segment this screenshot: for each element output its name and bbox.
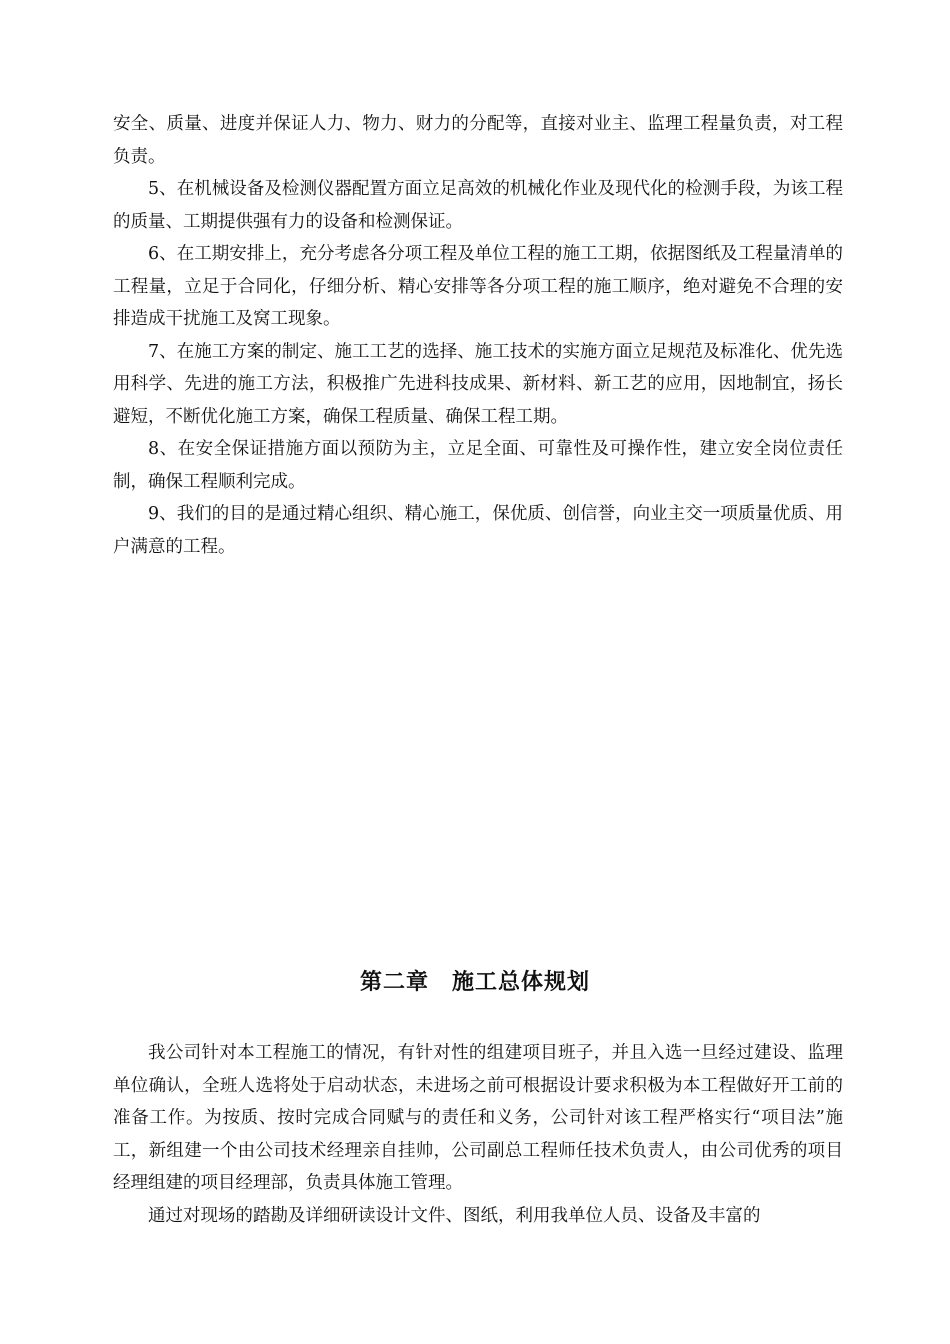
- paragraph-item-7: 7、在施工方案的制定、施工工艺的选择、施工技术的实施方面立足规范及标准化、优先选用科学、先进的施工方法，积极推广先进科技成果、新材料、新工艺的应用，因地制宜，扬长避短，不断优化施工方案，确保工程质量、确保工程工期。: [113, 341, 843, 427]
- paragraph-continuation: 安全、质量、进度并保证人力、物力、财力的分配等，直接对业主、监理工程量负责，对工程负责。: [113, 114, 843, 167]
- chapter-body-section: [113, 1037, 843, 1232]
- paragraph-item-8: 8、在安全保证措施方面以预防为主，立足全面、可靠性及可操作性，建立安全岗位责任制，确保工程顺利完成。: [113, 439, 843, 492]
- chapter-heading: 第二章 施工总体规划: [359, 970, 590, 995]
- body-text-section: [113, 108, 843, 563]
- paragraph-item-5: 5、在机械设备及检测仪器配置方面立足高效的机械化作业及现代化的检测手段，为该工程的质量、工期提供强有力的设备和检测保证。: [113, 179, 843, 232]
- chapter-paragraph-2: 通过对现场的踏勘及详细研读设计文件、图纸，利用我单位人员、设备及丰富的: [148, 1205, 761, 1226]
- chapter-paragraph-1: 我公司针对本工程施工的情况，有针对性的组建项目班子，并且入选一旦经过建设、监理单位确认，全班人选将处于启动状态，未进场之前可根据设计要求积极为本工程做好开工前的准备工作。为按质、按时完成合同赋与的责任和义务，公司针对该工程严格实行“项目法”施工，新组建一个由公司技术经理亲自挂帅，公司副总工程师任技术负责人，由公司优秀的项目经理组建的项目经理部，负责具体施工管理。: [113, 1043, 843, 1193]
- paragraph-item-9: 9、我们的目的是通过精心组织、精心施工，保优质、创信誉，向业主交一项质量优质、用户满意的工程。: [113, 504, 843, 557]
- paragraph-item-6: 6、在工期安排上，充分考虑各分项工程及单位工程的施工工期，依据图纸及工程量清单的工程量，立足于合同化，仔细分析、精心安排等各分项工程的施工顺序，绝对避免不合理的安排造成干扰施工及窝工现象。: [113, 244, 843, 329]
